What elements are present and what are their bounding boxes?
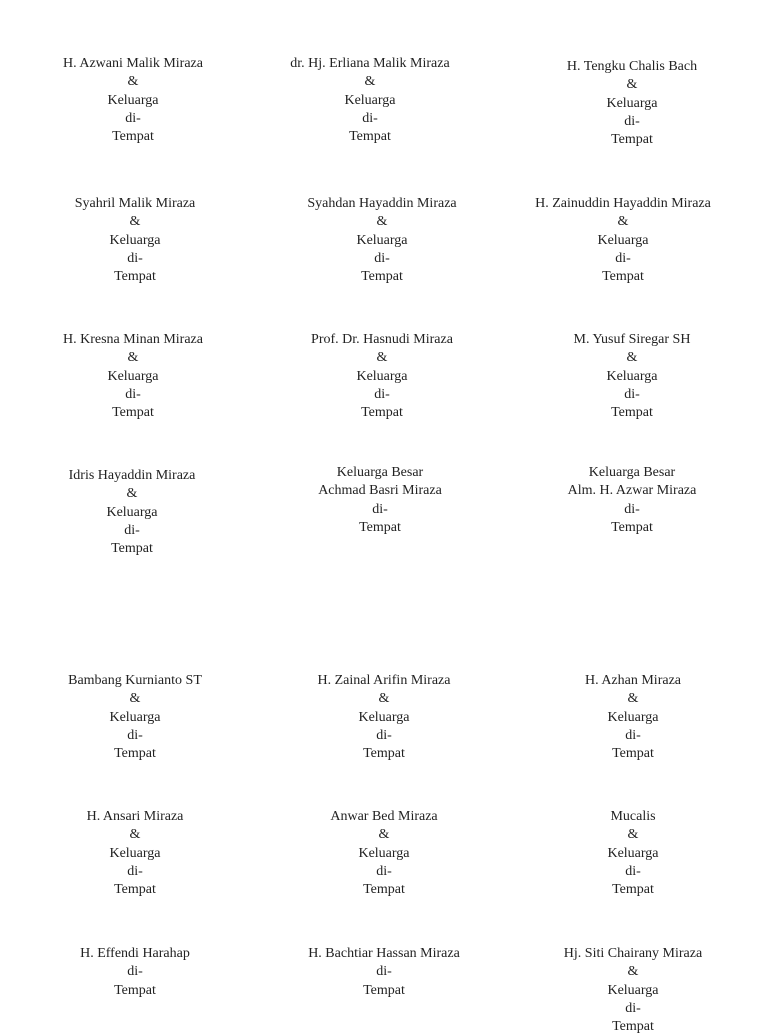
label-line: Tempat [363, 746, 405, 762]
label-line: & [627, 964, 639, 980]
label-line: Tempat [602, 269, 644, 285]
recipient-name: H. Zainal Arifin Miraza [317, 673, 451, 688]
recipient-name: Mucalis [610, 809, 656, 824]
recipient-name: H. Azhan Miraza [584, 673, 682, 688]
label-line: Keluarga [106, 504, 158, 520]
label-line: Tempat [361, 405, 403, 421]
label-line: Keluarga [356, 232, 408, 248]
recipient-name: H. Ansari Miraza [86, 809, 184, 824]
address-label [259, 808, 509, 899]
label-line: Tempat [361, 269, 403, 285]
label-line: Achmad Basri Miraza [318, 483, 442, 499]
address-label [507, 464, 757, 537]
label-line: di- [125, 110, 141, 126]
label-line: di- [124, 522, 140, 538]
address-label [8, 55, 258, 146]
label-line: di- [127, 964, 143, 980]
address-label [255, 464, 505, 537]
address-label [257, 331, 507, 422]
label-line: di- [376, 964, 392, 980]
label-line: Tempat [114, 746, 156, 762]
recipient-name: Syahdan Hayaddin Miraza [307, 196, 457, 211]
label-line: & [626, 77, 638, 93]
label-line: Keluarga [109, 709, 161, 725]
recipient-name: Keluarga Besar [336, 465, 424, 480]
label-line: Keluarga [607, 982, 659, 998]
address-label [7, 467, 257, 558]
label-line: & [129, 827, 141, 843]
label-line: Tempat [114, 882, 156, 898]
label-line: Tempat [359, 519, 401, 535]
label-line: di- [624, 386, 640, 402]
label-line: Tempat [111, 541, 153, 557]
address-label [507, 331, 757, 422]
label-line: di- [125, 386, 141, 402]
label-line: & [378, 827, 390, 843]
label-line: & [129, 691, 141, 707]
address-label [10, 195, 260, 286]
label-line: Tempat [612, 1019, 654, 1035]
label-line: & [376, 214, 388, 230]
label-line: Keluarga [107, 368, 159, 384]
label-line: di- [624, 113, 640, 129]
label-line: Keluarga [607, 845, 659, 861]
address-label [507, 58, 757, 149]
label-line: Keluarga [597, 232, 649, 248]
label-line: Keluarga [607, 709, 659, 725]
address-label [245, 55, 495, 146]
address-label [259, 945, 509, 1000]
label-line: Keluarga [107, 92, 159, 108]
label-line: Tempat [612, 746, 654, 762]
recipient-name: H. Bachtiar Hassan Miraza [308, 946, 460, 961]
recipient-name: dr. Hj. Erliana Malik Miraza [290, 56, 450, 71]
label-line: di- [362, 110, 378, 126]
label-line: & [617, 214, 629, 230]
label-line: Tempat [112, 129, 154, 145]
label-line: Keluarga [109, 232, 161, 248]
label-line: & [126, 486, 138, 502]
label-line: & [364, 74, 376, 90]
label-line: Keluarga [109, 845, 161, 861]
address-label [257, 195, 507, 286]
label-line: di- [625, 1000, 641, 1016]
label-line: di- [376, 727, 392, 743]
label-line: & [378, 691, 390, 707]
recipient-name: Hj. Siti Chairany Miraza [563, 946, 703, 961]
recipient-name: Anwar Bed Miraza [330, 809, 438, 824]
label-line: & [627, 691, 639, 707]
label-line: Keluarga [344, 92, 396, 108]
recipient-name: H. Azwani Malik Miraza [63, 56, 203, 71]
label-line: Keluarga [606, 368, 658, 384]
label-line: di- [372, 501, 388, 517]
recipient-name: Keluarga Besar [588, 465, 676, 480]
recipient-name: H. Zainuddin Hayaddin Miraza [535, 196, 711, 211]
label-line: di- [374, 250, 390, 266]
label-line: & [627, 827, 639, 843]
recipient-name: M. Yusuf Siregar SH [573, 332, 691, 347]
label-line: & [626, 350, 638, 366]
label-line: Tempat [611, 405, 653, 421]
address-label [259, 672, 509, 763]
label-line: Tempat [114, 269, 156, 285]
address-label [10, 945, 260, 1000]
recipient-name: H. Tengku Chalis Bach [566, 59, 698, 74]
label-line: Tempat [612, 882, 654, 898]
label-line: Tempat [611, 132, 653, 148]
label-line: & [376, 350, 388, 366]
address-label [10, 672, 260, 763]
label-line: & [127, 350, 139, 366]
label-line: Tempat [363, 982, 405, 998]
label-line: Keluarga [356, 368, 408, 384]
label-line: di- [624, 501, 640, 517]
label-line: di- [374, 386, 390, 402]
label-line: Tempat [114, 982, 156, 998]
label-line: Tempat [112, 405, 154, 421]
label-line: Keluarga [606, 95, 658, 111]
label-line: di- [127, 863, 143, 879]
label-line: di- [127, 250, 143, 266]
recipient-name: Idris Hayaddin Miraza [68, 468, 196, 483]
label-line: Keluarga [358, 709, 410, 725]
recipient-name: H. Effendi Harahap [80, 946, 190, 961]
address-label [498, 195, 748, 286]
recipient-name: H. Kresna Minan Miraza [63, 332, 203, 347]
address-label [508, 672, 758, 763]
recipient-name: Syahril Malik Miraza [74, 196, 196, 211]
label-line: di- [625, 863, 641, 879]
label-line: Tempat [363, 882, 405, 898]
label-line: di- [127, 727, 143, 743]
address-label [508, 808, 758, 899]
label-line: & [127, 74, 139, 90]
label-line: Alm. H. Azwar Miraza [567, 483, 697, 499]
label-line: & [129, 214, 141, 230]
label-line: di- [625, 727, 641, 743]
address-label [8, 331, 258, 422]
label-line: di- [376, 863, 392, 879]
label-line: Keluarga [358, 845, 410, 861]
address-label [508, 945, 758, 1036]
recipient-name: Prof. Dr. Hasnudi Miraza [311, 332, 453, 347]
address-label [10, 808, 260, 899]
label-line: di- [615, 250, 631, 266]
recipient-name: Bambang Kurnianto ST [68, 673, 202, 688]
label-line: Tempat [611, 519, 653, 535]
label-line: Tempat [349, 129, 391, 145]
